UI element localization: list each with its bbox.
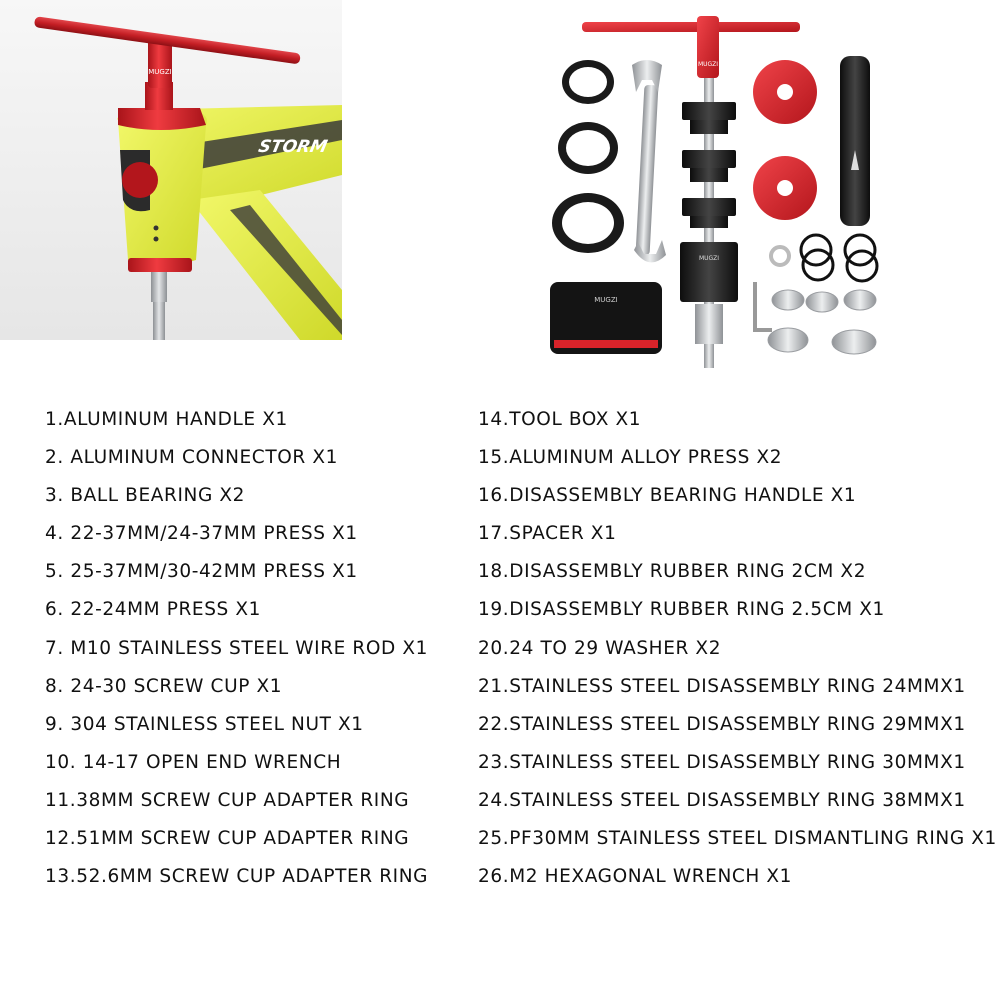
kit-adapter-rings: [552, 60, 624, 253]
parts-list-right: [478, 406, 997, 901]
kit-rubber-rings: [801, 235, 877, 281]
parts-list-item: 16.DISASSEMBLY BEARING HANDLE X1: [478, 485, 857, 507]
kit-connector: [697, 16, 719, 78]
parts-list-item: 14.TOOL BOX X1: [478, 409, 642, 430]
parts-list-item: 7. M10 STAINLESS STEEL WIRE ROD X1: [45, 637, 429, 659]
kit-washer: [771, 247, 789, 265]
parts-list-item: 2. ALUMINUM CONNECTOR X1: [45, 447, 338, 469]
kit-hex-wrench: [755, 282, 772, 330]
parts-list-item: 13.52.6MM SCREW CUP ADAPTER RING: [45, 866, 429, 888]
parts-list-item: 6. 22-24MM PRESS X1: [45, 599, 262, 621]
parts-list-item: 23.STAINLESS STEEL DISASSEMBLY RING 30MMX1: [478, 751, 966, 773]
parts-list-item: 10. 14-17 OPEN END WRENCH: [45, 751, 342, 773]
parts-list-left: [45, 406, 428, 901]
kit-aluminum-handle: [582, 22, 800, 32]
installed-tool-photo: [0, 0, 342, 340]
kit-open-end-wrench: [632, 60, 666, 262]
kit-contents-photo: [540, 10, 1000, 370]
parts-list-item: 1.ALUMINUM HANDLE X1: [45, 409, 288, 430]
parts-list-item: 5. 25-37MM/30-42MM PRESS X1: [45, 561, 358, 583]
threaded-rod: [151, 272, 167, 302]
kit-connector-logo: MUGZI: [697, 61, 719, 68]
parts-list-item: 19.DISASSEMBLY RUBBER RING 2.5CM X1: [478, 599, 885, 621]
kit-disassembly-handle: [840, 56, 870, 226]
parts-list-item: 8. 24-30 SCREW CUP X1: [45, 675, 283, 697]
bottom-cup: [128, 258, 192, 272]
parts-list-item: 26.M2 HEXAGONAL WRENCH X1: [478, 866, 793, 888]
parts-list-item: 24.STAINLESS STEEL DISASSEMBLY RING 38MMX1: [478, 789, 966, 811]
frame-badge-icon: [122, 162, 158, 198]
parts-list-item: 12.51MM SCREW CUP ADAPTER RING: [45, 828, 410, 850]
parts-list-item: 11.38MM SCREW CUP ADAPTER RING: [45, 789, 410, 811]
kit-stainless-rings: [768, 290, 876, 354]
parts-list-item: 22.STAINLESS STEEL DISASSEMBLY RING 29MMX1: [478, 713, 966, 735]
handle-logo: MUGZI: [148, 68, 172, 76]
parts-list-item: 9. 304 STAINLESS STEEL NUT X1: [45, 713, 364, 735]
parts-list-item: 21.STAINLESS STEEL DISASSEMBLY RING 24MMX1: [478, 675, 966, 697]
parts-list-item: 25.PF30MM STAINLESS STEEL DISMANTLING RING X1: [478, 828, 997, 850]
parts-list-item: 3. BALL BEARING X2: [45, 485, 246, 507]
kit-presses: [682, 102, 736, 228]
kit-contents-illustration: [540, 10, 1000, 370]
frame-brand-text: STORM: [256, 137, 330, 157]
kit-screw-cup-logo: MUGZI: [698, 255, 720, 262]
top-press-cup: [118, 108, 206, 130]
kit-screw-cup: [680, 242, 738, 302]
parts-list-item: 17.SPACER X1: [478, 523, 617, 545]
kit-alloy-presses: [753, 60, 817, 220]
parts-list-item: 18.DISASSEMBLY RUBBER RING 2CM X2: [478, 561, 867, 583]
kit-tool-box: [550, 282, 662, 354]
parts-list-item: 4. 22-37MM/24-37MM PRESS X1: [45, 523, 358, 545]
kit-nut: [695, 304, 723, 344]
installed-tool-illustration: [0, 0, 342, 340]
parts-list-item: 20.24 TO 29 WASHER X2: [478, 637, 722, 659]
parts-list-item: 15.ALUMINUM ALLOY PRESS X2: [478, 447, 783, 469]
svg-text:MUGZI: MUGZI: [594, 296, 618, 304]
